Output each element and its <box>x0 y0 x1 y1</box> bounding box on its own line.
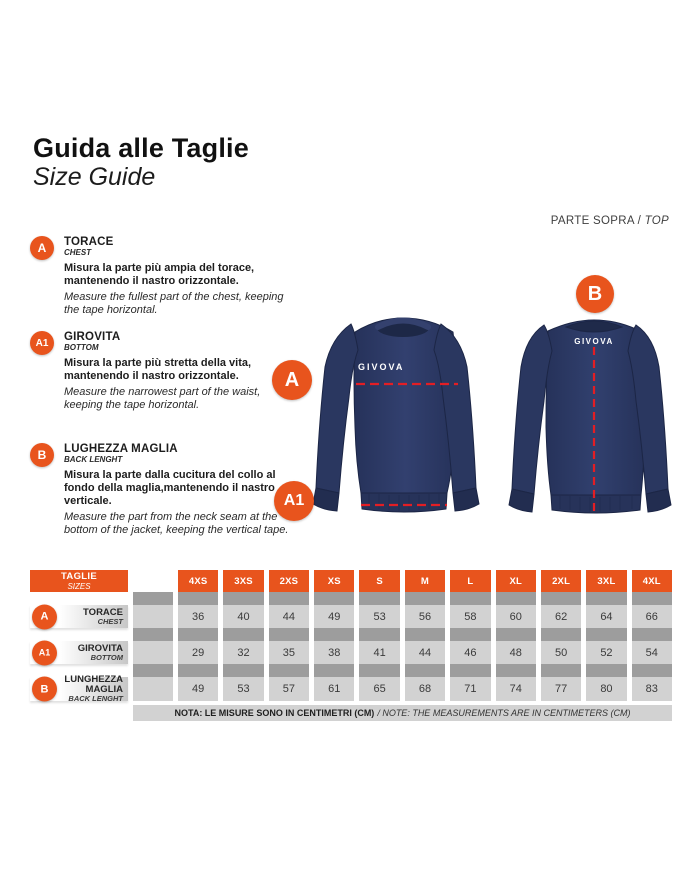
table-cell: 53 <box>359 605 399 628</box>
table-cell: 44 <box>405 641 445 664</box>
table-cell: 60 <box>496 605 536 628</box>
table-cell: 52 <box>586 641 626 664</box>
note-english: / NOTE: THE MEASUREMENTS ARE IN CENTIMETERS (CM) <box>377 708 631 718</box>
shirt-hem <box>551 495 641 513</box>
row-label-it: GIROVITA <box>77 642 123 654</box>
sweatshirt-back-illustration <box>504 317 676 517</box>
measure-desc-it: Misura la parte più stretta della vita, mantenendo il nastro orizzontale. <box>64 357 252 382</box>
measure-desc-it: Misura la parte dalla cucitura del collo al fondo della maglia,mantenendo il nastro verticale. <box>64 469 276 507</box>
table-cell: 50 <box>541 641 581 664</box>
table-cell: 54 <box>632 641 672 664</box>
table-cell: 41 <box>359 641 399 664</box>
table-spacer-header <box>133 570 173 592</box>
badge-a: A <box>30 236 54 260</box>
measure-name-en: CHEST <box>64 248 92 257</box>
size-column-header: S <box>359 570 399 592</box>
diagram-badge-a: A <box>272 360 312 400</box>
row-label-bottom <box>30 641 128 664</box>
sweatshirt-front-illustration <box>303 312 489 518</box>
table-cell: 46 <box>450 641 490 664</box>
measure-name-en: BACK LENGHT <box>64 455 123 464</box>
row-label-en: CHEST <box>97 616 123 626</box>
badge-b: B <box>30 443 54 467</box>
row-label-it: TORACE <box>83 606 123 618</box>
measure-desc-en: Measure the part from the neck seam at the bottom of the jacket, keeping the vertical tape. <box>64 511 289 536</box>
table-cell: 56 <box>405 605 445 628</box>
brand-logo-front: GIVOVA <box>358 362 405 372</box>
note-italian: NOTA: LE MISURE SONO IN CENTIMETRI (CM) <box>174 708 375 718</box>
table-cell: 36 <box>178 605 218 628</box>
measure-name-it: GIROVITA <box>64 331 121 343</box>
table-cell: 35 <box>269 641 309 664</box>
measure-desc-en: Measure the fullest part of the chest, keeping the tape horizontal. <box>64 291 284 316</box>
table-cell: 83 <box>632 677 672 701</box>
table-cell: 71 <box>450 677 490 701</box>
table-cell: 68 <box>405 677 445 701</box>
brand-logo-back: GIVOVA <box>574 337 614 346</box>
part-top-label-italian: PARTE SOPRA / <box>550 215 645 227</box>
shirt-hem <box>361 493 447 512</box>
page-title-italian: Guida alle Taglie <box>33 133 249 163</box>
table-cell: 44 <box>269 605 309 628</box>
part-top-label <box>551 215 669 227</box>
table-badge-b: B <box>32 677 57 702</box>
table-corner-cell <box>30 570 128 592</box>
badge-a1: A1 <box>30 331 54 355</box>
table-cell: 80 <box>586 677 626 701</box>
row-label-en: BOTTOM <box>90 652 123 662</box>
table-cell: 49 <box>314 605 354 628</box>
table-cell: 48 <box>496 641 536 664</box>
table-corner-it: TAGLIE <box>61 570 97 582</box>
size-table <box>30 570 672 701</box>
diagram-badge-b: B <box>576 275 614 313</box>
measure-desc-en: Measure the narrowest part of the waist, keeping the tape horizontal. <box>64 386 261 411</box>
measure-name-en: BOTTOM <box>64 343 99 352</box>
shirt-left-sleeve <box>316 324 358 493</box>
size-column-header: XS <box>314 570 354 592</box>
table-cell: 32 <box>223 641 263 664</box>
table-cell: 40 <box>223 605 263 628</box>
table-badge-a: A <box>32 604 57 629</box>
size-column-header: L <box>450 570 490 592</box>
size-column-header: 3XS <box>223 570 263 592</box>
row-label-en: BACK LENGHT <box>68 694 123 703</box>
table-cell: 29 <box>178 641 218 664</box>
row-label-chest <box>30 605 128 628</box>
size-column-header: 4XL <box>632 570 672 592</box>
table-cell: 61 <box>314 677 354 701</box>
table-cell: 58 <box>450 605 490 628</box>
table-cell: 77 <box>541 677 581 701</box>
divider-band <box>133 592 173 605</box>
measurement-section-chest <box>30 236 284 317</box>
row-label-back-length <box>30 674 128 703</box>
measure-name-it: TORACE <box>64 236 114 248</box>
size-column-header: XL <box>496 570 536 592</box>
measure-name-it: LUGHEZZA MAGLIA <box>64 443 178 455</box>
table-corner-en: SIZES <box>67 581 91 591</box>
table-cell: 38 <box>314 641 354 664</box>
size-column-header: 2XS <box>269 570 309 592</box>
part-top-label-english: TOP <box>644 215 669 227</box>
measurement-section-bottom <box>30 331 280 412</box>
measure-desc-it: Misura la parte più ampia del torace, mantenendo il nastro orizzontale. <box>64 262 255 287</box>
table-cell: 65 <box>359 677 399 701</box>
size-column-header: M <box>405 570 445 592</box>
table-cell: 74 <box>496 677 536 701</box>
row-label-it: LUNGHEZZA MAGLIA <box>64 674 123 695</box>
measurement-section-back-length <box>30 443 289 537</box>
page-title-english: Size Guide <box>33 163 156 191</box>
table-cell: 64 <box>586 605 626 628</box>
table-cell: 62 <box>541 605 581 628</box>
size-column-header: 2XL <box>541 570 581 592</box>
size-column-header: 4XS <box>178 570 218 592</box>
table-cell: 53 <box>223 677 263 701</box>
table-cell: 57 <box>269 677 309 701</box>
table-badge-a1: A1 <box>32 640 57 665</box>
table-cell: 66 <box>632 605 672 628</box>
size-column-header: 3XL <box>586 570 626 592</box>
table-cell: 49 <box>178 677 218 701</box>
measurements-note <box>133 705 672 721</box>
diagram-badge-a1: A1 <box>274 481 314 521</box>
